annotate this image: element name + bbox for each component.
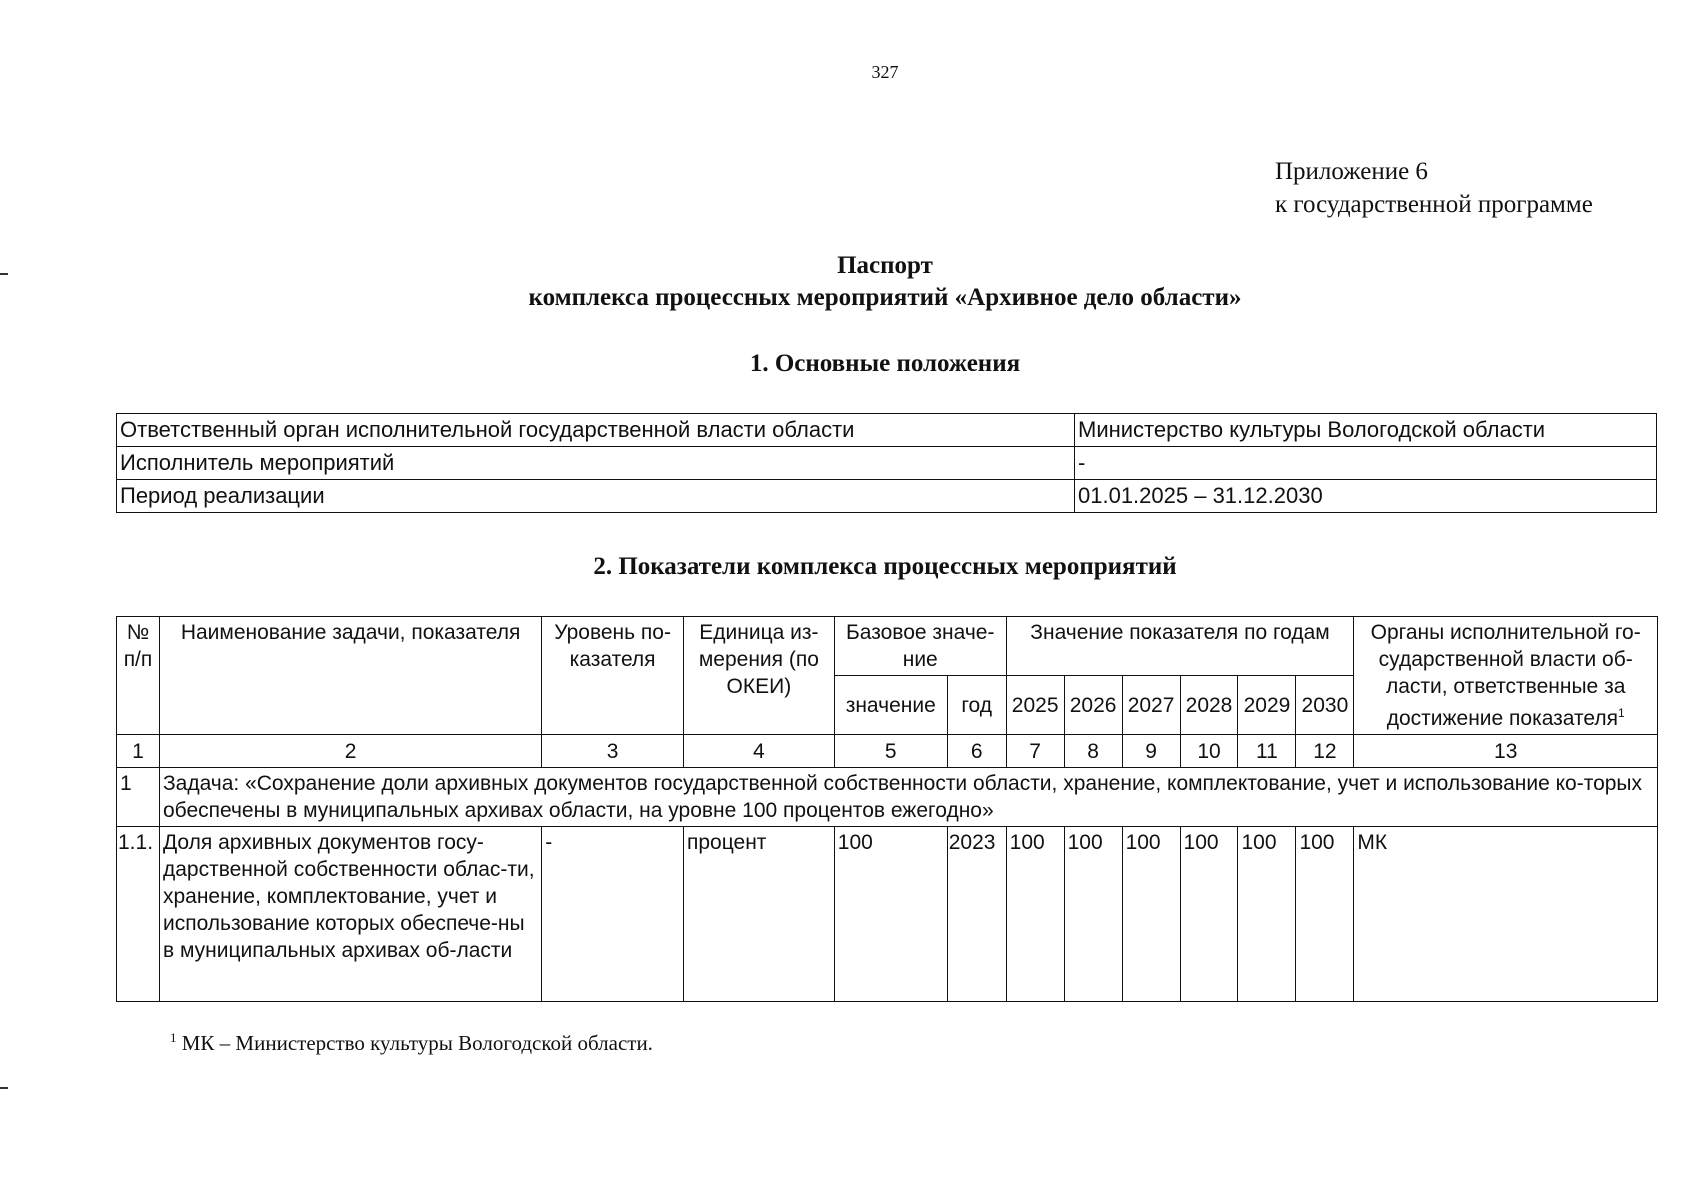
section2-heading: 2. Показатели комплекса процессных мероприятий [593,553,1177,580]
column-number: 5 [834,735,947,768]
header-organs [1354,617,1658,735]
main-provisions-table [116,413,1657,513]
table-row [117,447,1657,480]
column-number: 4 [684,735,835,768]
indicator-value-2026: 100 [1064,827,1122,1002]
header-organs-text: Органы исполнительной го-сударственной власти об-ласти, ответственные за достижение показателя [1370,621,1641,730]
column-number: 11 [1238,735,1296,768]
page-number: 327 [871,62,899,82]
column-number: 9 [1122,735,1180,768]
indicator-level: - [542,827,684,1002]
indicators-table [116,616,1658,1002]
row-label: Ответственный орган исполнительной государственной власти области [117,414,1075,447]
row-label: Период реализации [117,480,1075,513]
row-value: - [1075,447,1657,480]
row-label: Исполнитель мероприятий [117,447,1075,480]
header-year: 2027 [1122,676,1180,735]
footnote-marker: 1 [170,1030,177,1045]
header-by-years: Значение показателя по годам [1006,617,1354,676]
header-level: Уровень по-казателя [542,617,684,735]
indicator-base-year: 2023 [947,827,1006,1002]
footnote [170,1030,653,1056]
column-number: 2 [159,735,541,768]
indicator-base-value: 100 [834,827,947,1002]
header-year: 2029 [1238,676,1296,735]
header-name: Наименование задачи, показателя [159,617,541,735]
indicator-value-2028: 100 [1180,827,1238,1002]
table-row [117,480,1657,513]
indicator-organ: МК [1354,827,1658,1002]
header-num: № п/п [117,617,160,735]
column-numbers-row [117,735,1658,768]
appendix-line1: Приложение 6 [1275,158,1428,185]
column-number: 8 [1064,735,1122,768]
header-organs-footnote-ref: 1 [1618,706,1625,720]
footnote-text: МК – Министерство культуры Вологодской области. [176,1031,653,1055]
edge-mark-bottom [0,1087,8,1089]
title-line1: Паспорт [837,252,933,279]
column-number: 3 [542,735,684,768]
column-number: 7 [1006,735,1064,768]
title-line2: комплекса процессных мероприятий «Архивное дело области» [528,284,1242,311]
document-title [0,250,1697,314]
appendix-note [1275,155,1593,221]
indicator-value-2030: 100 [1296,827,1354,1002]
task-row [117,768,1658,827]
header-unit: Единица из-мерения (по ОКЕИ) [684,617,835,735]
column-number: 13 [1354,735,1658,768]
header-year: 2030 [1296,676,1354,735]
header-base-value: значение [834,676,947,735]
header-base: Базовое значе-ние [834,617,1006,676]
header-year: 2028 [1180,676,1238,735]
column-number: 6 [947,735,1006,768]
header-year: 2025 [1006,676,1064,735]
indicator-unit: процент [684,827,835,1002]
row-value: 01.01.2025 – 31.12.2030 [1075,480,1657,513]
indicator-num: 1.1. [117,827,160,1002]
indicator-value-2027: 100 [1122,827,1180,1002]
indicator-row [117,827,1658,1002]
indicator-name: Доля архивных документов госу-дарственной собственности облас-ти, хранение, комплектование, учет и использование которых обеспече-ны в муниципальных архивах об-ласти [159,827,541,1002]
section1-heading: 1. Основные положения [749,350,1021,377]
column-number: 12 [1296,735,1354,768]
header-year: 2026 [1064,676,1122,735]
indicator-value-2025: 100 [1006,827,1064,1002]
header-row-1 [117,617,1658,676]
column-number: 10 [1180,735,1238,768]
column-number: 1 [117,735,160,768]
header-base-year: год [947,676,1006,735]
indicator-value-2029: 100 [1238,827,1296,1002]
appendix-line2: к государственной программе [1275,191,1593,218]
task-text: Задача: «Сохранение доли архивных документов государственной собственности области, хранение, комплектование, учет и использование ко-торых обеспечены в муниципальных архивах области, на уровне 100 процентов ежегодно» [159,768,1657,827]
task-num: 1 [117,768,160,827]
table-row [117,414,1657,447]
row-value: Министерство культуры Вологодской области [1075,414,1657,447]
